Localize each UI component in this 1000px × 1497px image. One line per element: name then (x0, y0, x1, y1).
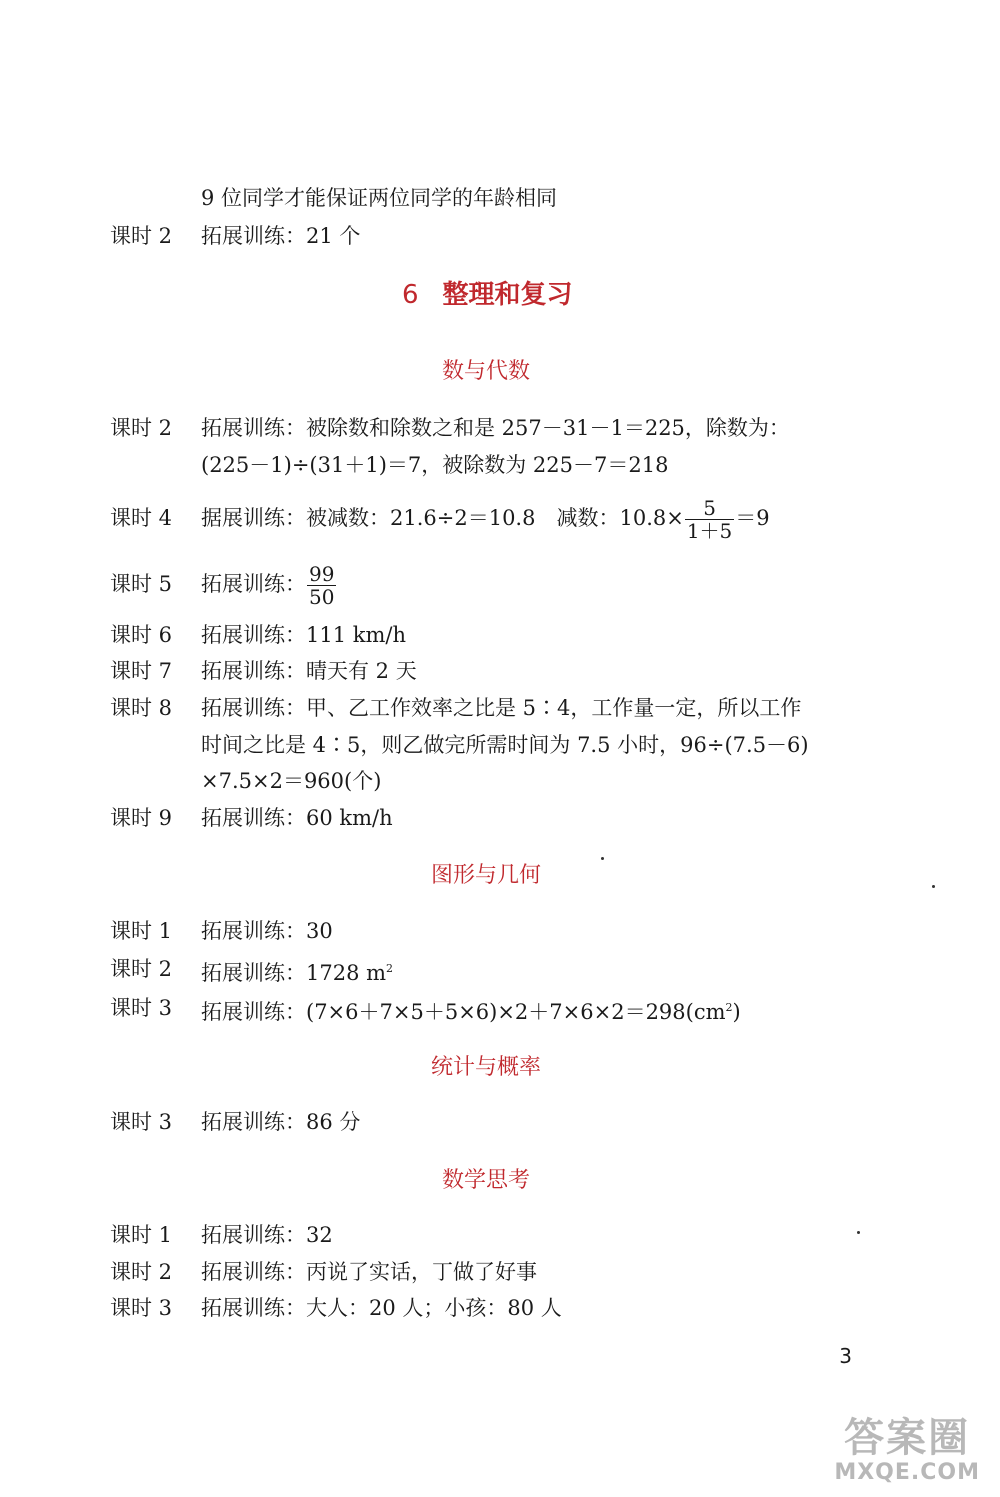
fraction-denominator: 50 (309, 585, 335, 609)
chapter-number: 6 (402, 280, 419, 310)
speck (601, 857, 604, 860)
lesson-answer: 拓展训练：32 (201, 1223, 333, 1247)
watermark-url: MXQE.COM (834, 1460, 980, 1485)
lesson-answer: 拓展训练：86 分 (201, 1110, 361, 1134)
lesson-label: 课时 7 (110, 659, 173, 683)
lesson-answer: 拓展训练：大人：20 人；小孩：80 人 (201, 1296, 562, 1320)
lesson-answer-continued: ×7.5×2＝960(个) (201, 769, 382, 793)
lesson-label: 课时 2 (110, 1260, 173, 1284)
lesson-label: 课时 8 (110, 696, 173, 720)
fraction (685, 497, 734, 542)
fraction (307, 563, 336, 608)
lesson-label: 课时 3 (110, 1296, 173, 1320)
answer-text: ＝9 (735, 506, 770, 530)
lesson-answer: 拓展训练：30 (201, 919, 333, 943)
answer-text: ) (732, 1000, 741, 1024)
lesson-answer: 拓展训练：被除数和除数之和是 257－31－1＝225，除数为： (201, 416, 790, 440)
lesson-answer (201, 994, 741, 1026)
page-number: 3 (839, 1344, 852, 1368)
speck (932, 885, 935, 888)
lesson-answer: 拓展训练：甲、乙工作效率之比是 5∶4，工作量一定，所以工作 (201, 696, 802, 720)
lesson-answer (201, 955, 393, 987)
lesson-label: 课时 2 (110, 224, 173, 248)
lesson-answer: 拓展训练：111 km/h (201, 623, 406, 647)
lesson-answer-continued: (225－1)÷(31＋1)＝7，被除数为 225－7＝218 (201, 453, 669, 477)
section-title-algebra: 数与代数 (442, 359, 531, 384)
fraction-denominator: 1＋5 (686, 519, 733, 543)
answer-text: 拓展训练： (201, 572, 306, 596)
lesson-label: 课时 1 (110, 1223, 173, 1247)
lesson-label: 课时 1 (110, 919, 173, 943)
lesson-answer: 拓展训练：60 km/h (201, 806, 393, 830)
speck (857, 1231, 860, 1234)
section-title-statistics: 统计与概率 (431, 1055, 542, 1080)
superscript: 2 (386, 962, 394, 975)
lesson-label: 课时 3 (110, 1110, 173, 1134)
section-title-geometry: 图形与几何 (431, 863, 542, 888)
lesson-label: 课时 6 (110, 623, 173, 647)
lesson-answer: 拓展训练：丙说了实话，丁做了好事 (201, 1260, 537, 1284)
lesson-label: 课时 4 (110, 506, 173, 530)
fraction-numerator: 5 (703, 496, 716, 520)
answer-text: 拓展训练：(7×6＋7×5＋5×6)×2＋7×6×2＝298(cm (201, 1000, 726, 1024)
lesson-answer (201, 554, 337, 614)
lesson-answer-continued: 时间之比是 4∶5，则乙做完所需时间为 7.5 小时，96÷(7.5－6) (201, 733, 809, 757)
watermark (834, 1415, 980, 1485)
lesson-answer: 拓展训练：21 个 (201, 224, 361, 248)
lesson-answer: 拓展训练：晴天有 2 天 (201, 659, 417, 683)
lesson-label: 课时 2 (110, 957, 173, 981)
lesson-answer (201, 488, 770, 548)
lesson-label: 课时 5 (110, 572, 173, 596)
lesson-label: 课时 3 (110, 996, 173, 1020)
chapter-heading (402, 278, 573, 312)
section-title-thinking: 数学思考 (442, 1168, 531, 1193)
watermark-logo-text: 答案圈 (844, 1415, 971, 1461)
answer-text: 据展训练：被减数：21.6÷2＝10.8 减数：10.8× (201, 506, 684, 530)
superscript: 2 (725, 1001, 733, 1014)
continuation-text: 9 位同学才能保证两位同学的年龄相同 (201, 186, 558, 210)
lesson-label: 课时 2 (110, 416, 173, 440)
chapter-title: 整理和复习 (442, 280, 573, 310)
answer-text: 拓展训练：1728 m (201, 961, 387, 985)
lesson-label: 课时 9 (110, 806, 173, 830)
fraction-numerator: 99 (309, 562, 335, 586)
